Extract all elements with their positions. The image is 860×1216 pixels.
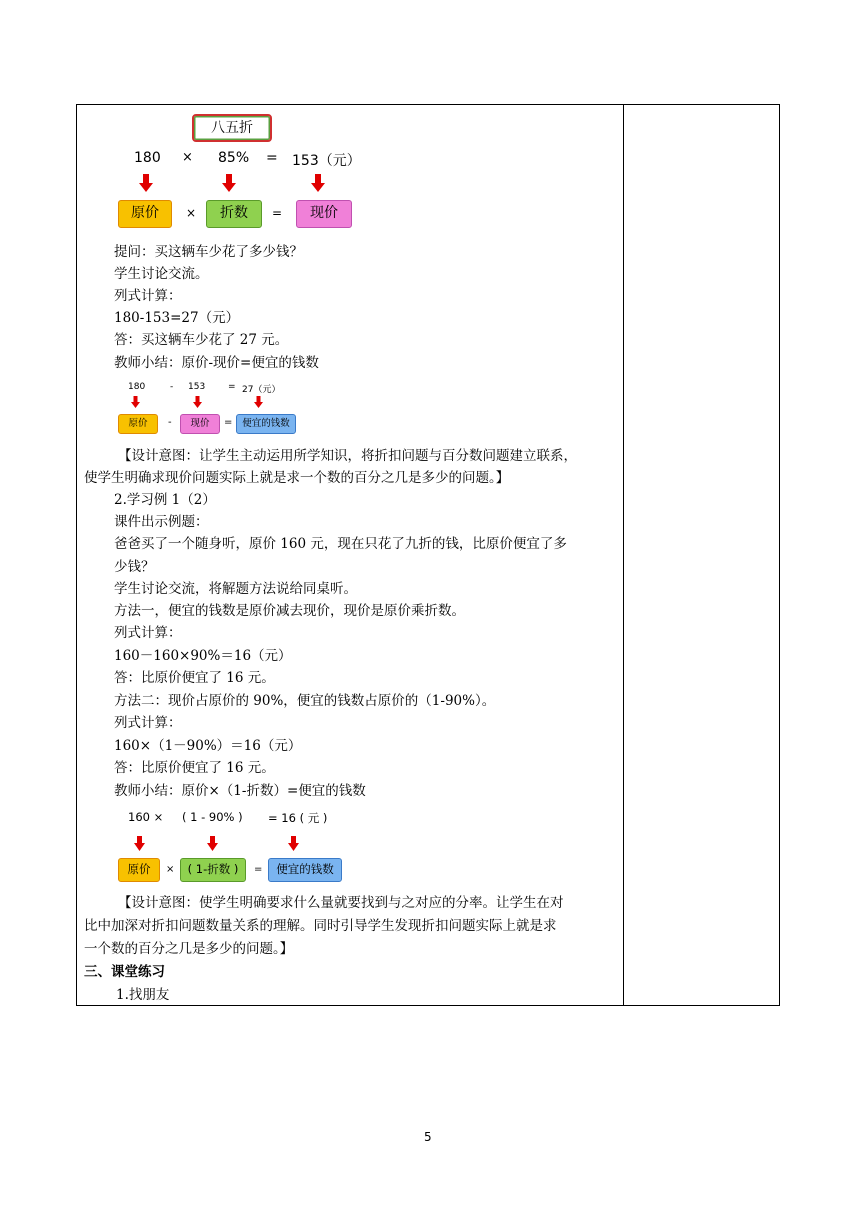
- design-intent: 比中加深对折扣问题数量关系的理解。同时引导学生发现折扣问题实际上就是求: [84, 918, 557, 934]
- diagram1-box-original-price: 原价: [118, 200, 172, 228]
- diagram2-box-original-price: 原价: [118, 414, 158, 434]
- diagram3-n3: = 16 ( 元 ): [268, 811, 328, 825]
- arrow-down-icon: [139, 174, 153, 192]
- diagram1-n2: 85%: [218, 150, 250, 166]
- text-line: 列式计算：: [114, 288, 182, 304]
- arrow-down-icon: [222, 174, 236, 192]
- diagram2-box-saved-money: 便宜的钱数: [236, 414, 296, 434]
- diagram2-n2: 153: [188, 382, 206, 392]
- text-line: 少钱？: [114, 559, 155, 575]
- text-line: 学生讨论交流，将解题方法说给同桌听。: [114, 581, 357, 597]
- diagram1-title: 八五折: [192, 114, 272, 142]
- text-line: 答：比原价便宜了 16 元。: [114, 760, 275, 776]
- exercise-item: 1.找朋友: [116, 987, 170, 1003]
- diagram3-n1: 160 ×: [128, 810, 164, 824]
- column-divider: [623, 104, 624, 1006]
- text-line: 学生讨论交流。: [114, 266, 209, 282]
- arrow-down-icon: [254, 396, 263, 408]
- text-line: 提问：买这辆车少花了多少钱？: [114, 244, 303, 260]
- diagram3-box-eq: =: [254, 864, 263, 875]
- diagram2-box-current-price: 现价: [180, 414, 220, 434]
- diagram3-box-saved-money: 便宜的钱数: [268, 858, 342, 882]
- text-line: 方法二：现价占原价的 90%，便宜的钱数占原价的（1-90%）。: [114, 693, 496, 709]
- diagram3-box-op: ×: [166, 864, 175, 875]
- arrow-down-icon: [193, 396, 202, 408]
- arrow-down-icon: [207, 836, 218, 851]
- diagram3-n2: ( 1 - 90% ): [182, 810, 243, 824]
- arrow-down-icon: [288, 836, 299, 851]
- text-line: 教师小结：原价×（1-折数）=便宜的钱数: [114, 783, 366, 799]
- arrow-down-icon: [311, 174, 325, 192]
- text-line: 答：买这辆车少花了 27 元。: [114, 332, 289, 348]
- diagram2-op1: -: [170, 382, 174, 392]
- diagram1-op1: ×: [182, 150, 193, 165]
- diagram1-n1: 180: [134, 150, 161, 166]
- text-line: 列式计算：: [114, 715, 182, 731]
- diagram3-box-original-price: 原价: [118, 858, 160, 882]
- text-line: 2.学习例 1（2）: [114, 492, 216, 508]
- design-intent: 【设计意图：使学生明确要求什么量就要找到与之对应的分率。让学生在对: [118, 895, 564, 911]
- arrow-down-icon: [134, 836, 145, 851]
- diagram2-box-eq: =: [224, 417, 233, 428]
- diagram2-eq: =: [228, 382, 236, 392]
- text-line: 爸爸买了一个随身听，原价 160 元，现在只花了九折的钱，比原价便宜了多: [114, 536, 567, 552]
- diagram1-box-eq: =: [272, 206, 283, 220]
- diagram1-box-discount: 折数: [206, 200, 262, 228]
- text-line: 列式计算：: [114, 625, 182, 641]
- diagram1-eq: =: [266, 150, 278, 166]
- diagram1-box-current-price: 现价: [296, 200, 352, 228]
- diagram1-n3: 153（元）: [292, 153, 361, 169]
- text-line: 160×（1－90%）＝16（元）: [114, 738, 302, 754]
- design-intent: 【设计意图：让学生主动运用所学知识，将折扣问题与百分数问题建立联系，: [118, 448, 577, 464]
- text-line: 答：比原价便宜了 16 元。: [114, 670, 275, 686]
- design-intent: 使学生明确求现价问题实际上就是求一个数的百分之几是多少的问题。】: [84, 470, 510, 486]
- diagram2-n1: 180: [128, 382, 146, 392]
- arrow-down-icon: [131, 396, 140, 408]
- design-intent: 一个数的百分之几是多少的问题。】: [84, 941, 294, 957]
- section-heading: 三、课堂练习: [84, 964, 165, 980]
- text-line: 180-153=27（元）: [114, 310, 240, 326]
- diagram2-n3: 27（元）: [242, 385, 281, 395]
- text-line: 课件出示例题：: [114, 514, 209, 530]
- diagram2-box-op: -: [168, 417, 172, 428]
- page-number: 5: [424, 1130, 432, 1144]
- diagram1-box-op: ×: [186, 206, 197, 220]
- text-line: 160－160×90%＝16（元）: [114, 648, 292, 664]
- text-line: 教师小结：原价-现价=便宜的钱数: [114, 355, 319, 371]
- text-line: 方法一，便宜的钱数是原价减去现价，现价是原价乘折数。: [114, 603, 465, 619]
- diagram3-box-one-minus-discount: ( 1-折数 ): [180, 858, 246, 882]
